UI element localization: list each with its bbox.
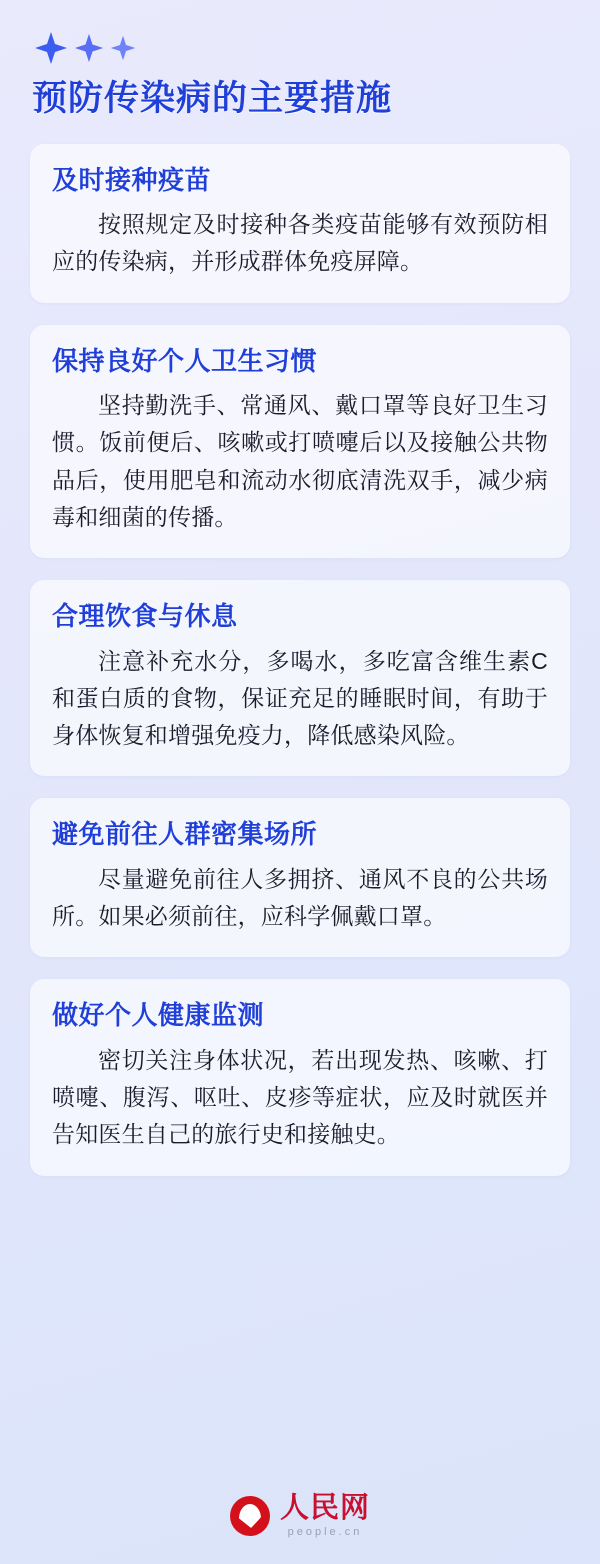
measures-list: [30, 144, 570, 1176]
measure-body: 尽量避免前往人多拥挤、通风不良的公共场所。如果必须前往，应科学佩戴口罩。: [52, 865, 548, 929]
people-cn-logo-icon: [230, 1496, 270, 1536]
measure-card: [30, 325, 570, 559]
measure-title: 合理饮食与休息: [52, 601, 238, 631]
footer-branding: [0, 1494, 600, 1538]
measure-title: 保持良好个人卫生习惯: [52, 345, 318, 376]
measure-card: [30, 798, 570, 957]
measure-card: [30, 979, 570, 1175]
brand-name-cn: 人民网: [279, 1492, 370, 1524]
measure-title: 及时接种疫苗: [52, 164, 212, 195]
sparkle-icon: [110, 35, 136, 61]
measure-title: 避免前往人群密集场所: [52, 819, 318, 850]
sparkle-icon: [34, 31, 68, 65]
sparkle-decoration: [30, 0, 570, 70]
measure-card: [30, 580, 570, 776]
measure-body: 坚持勤洗手、常通风、戴口罩等良好卫生习惯。饭前便后、咳嗽或打喷嚏后以及接触公共物品后，使用肥皂和流动水彻底清洗双手，减少病毒和细菌的传播。: [52, 392, 548, 530]
page-title: 预防传染病的主要措施: [32, 79, 393, 118]
sparkle-icon: [74, 33, 104, 63]
brand-name-en: people.cn: [287, 1526, 363, 1538]
brand-text: [280, 1494, 370, 1538]
measure-body: 按照规定及时接种各类疫苗能够有效预防相应的传染病，并形成群体免疫屏障。: [52, 211, 548, 275]
measure-card: [30, 144, 570, 303]
measure-body: 密切关注身体状况，若出现发热、咳嗽、打喷嚏、腹泻、呕吐、皮疹等症状，应及时就医并告知医生自己的旅行史和接触史。: [52, 1046, 548, 1148]
measure-title: 做好个人健康监测: [52, 1000, 265, 1031]
measure-body: 注意补充水分，多喝水，多吃富含维生素C和蛋白质的食物，保证充足的睡眠时间，有助于身体恢复和增强免疫力，降低感染风险。: [52, 647, 548, 748]
